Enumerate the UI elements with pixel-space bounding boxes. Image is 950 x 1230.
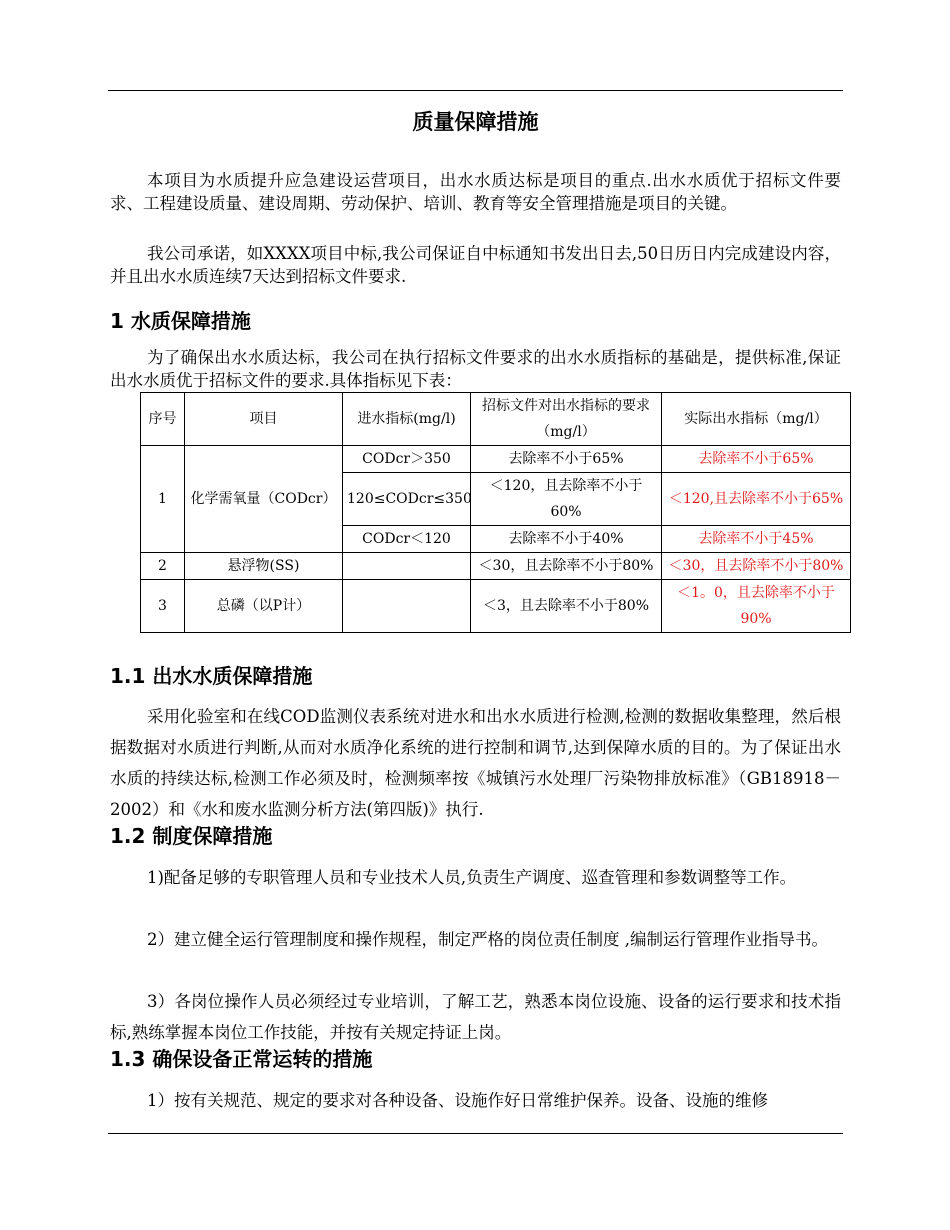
row-1b-actual: ＜120,且去除率不小于65%	[662, 473, 851, 526]
row-1c-required: 去除率不小于40%	[471, 526, 662, 553]
row-3-item: 总磷（以P计）	[185, 580, 343, 633]
table-row	[141, 553, 851, 580]
row-3-no: 3	[141, 580, 185, 633]
section-1-2-item-1: 1)配备足够的专职管理人员和专业技术人员,负责生产调度、巡查管理和参数调整等工作。	[147, 868, 797, 887]
section-1-3-paragraph: 1）按有关规范、规定的要求对各种设备、设施作好日常维护保养。设备、设施的维修	[147, 1091, 768, 1110]
section-1-heading: 1 水质保障措施	[110, 309, 251, 333]
row-3-influent	[343, 580, 471, 633]
row-2-influent	[343, 553, 471, 580]
header-required: 招标文件对出水指标的要求（mg/l）	[471, 393, 662, 446]
row-2-item: 悬浮物(SS)	[185, 553, 343, 580]
row-1c-influent: CODcr＜120	[343, 526, 471, 553]
row-1b-required: ＜120，且去除率不小于60%	[471, 473, 662, 526]
intro-paragraph-1: 本项目为水质提升应急建设运营项目，出水水质达标是项目的重点.出水水质优于招标文件要求、工程建设质量、建设周期、劳动保护、培训、教育等安全管理措施是项目的关键。	[110, 171, 841, 213]
table-header-row	[141, 393, 851, 446]
header-no: 序号	[141, 393, 185, 446]
row-1a-actual: 去除率不小于65%	[662, 446, 851, 473]
intro-paragraph-2: 我公司承诺，如XXXX项目中标,我公司保证自中标通知书发出日去,50日历日内完成建设内容，并且出水水质连续7天达到招标文件要求.	[110, 244, 841, 286]
section-1-1-paragraph: 采用化验室和在线COD监测仪表系统对进水和出水水质进行检测,检测的数据收集整理，然后根据数据对水质进行判断,从而对水质净化系统的进行控制和调节,达到保障水质的目的。为了保证出水水质的持续达标,检测工作必须及时，检测频率按《城镇污水处理厂污染物排放标准》（GB18918－2002）和《水和废水监测分析方法(第四版)》执行.	[110, 707, 841, 819]
row-1c-actual: 去除率不小于45%	[662, 526, 851, 553]
section-1-1-heading: 1.1 出水水质保障措施	[110, 664, 313, 688]
section-1-paragraph: 为了确保出水水质达标，我公司在执行招标文件要求的出水水质指标的基础是，提供标准,保证出水水质优于招标文件的要求.具体指标见下表：	[110, 348, 841, 390]
row-1b-influent: 120≤CODcr≤350	[343, 473, 471, 526]
section-1-2-item-3: 3）各岗位操作人员必须经过专业培训，了解工艺，熟悉本岗位设施、设备的运行要求和技术指标,熟练掌握本岗位工作技能，并按有关规定持证上岗。	[110, 992, 841, 1042]
header-rule	[108, 90, 843, 91]
water-quality-table	[140, 392, 851, 633]
header-actual: 实际出水指标（mg/l）	[662, 393, 851, 446]
section-1-3-heading: 1.3 确保设备正常运转的措施	[110, 1047, 373, 1071]
row-1-no: 1	[141, 446, 185, 553]
row-2-actual: ＜30，且去除率不小于80%	[662, 553, 851, 580]
row-3-actual: ＜1。0，且去除率不小于90%	[662, 580, 851, 633]
table-row	[141, 580, 851, 633]
row-3-required: ＜3，且去除率不小于80%	[471, 580, 662, 633]
footer-rule	[108, 1133, 843, 1134]
row-2-required: ＜30，且去除率不小于80%	[471, 553, 662, 580]
row-1a-required: 去除率不小于65%	[471, 446, 662, 473]
document-title: 质量保障措施	[412, 110, 539, 134]
table-row	[141, 446, 851, 473]
header-item: 项目	[185, 393, 343, 446]
row-1-item: 化学需氧量（CODcr）	[185, 446, 343, 553]
row-2-no: 2	[141, 553, 185, 580]
row-1a-influent: CODcr＞350	[343, 446, 471, 473]
section-1-2-heading: 1.2 制度保障措施	[110, 824, 273, 848]
section-1-2-item-2: 2）建立健全运行管理制度和操作规程，制定严格的岗位责任制度 ,编制运行管理作业指导书。	[147, 930, 828, 949]
header-influent: 进水指标(mg/l)	[343, 393, 471, 446]
